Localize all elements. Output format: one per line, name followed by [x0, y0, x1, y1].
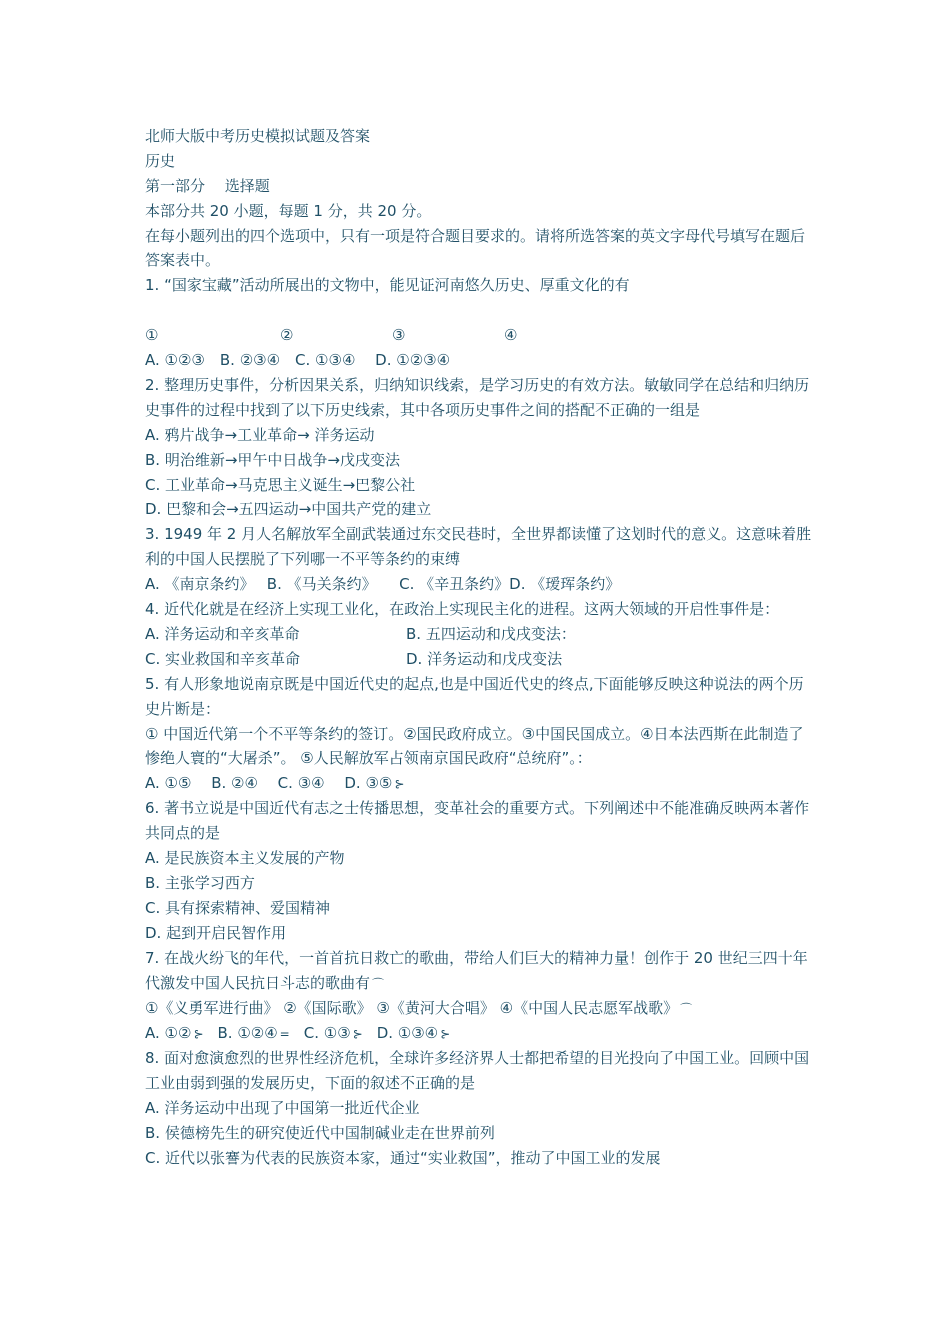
q1-image-labels: [145, 323, 815, 348]
q8-option-c: C. 近代以张謇为代表的民族资本家，通过“实业救国”，推动了中国工业的发展: [145, 1148, 661, 1167]
q1-label-2: ②: [280, 326, 294, 345]
question-3: 3. 1949 年 2 月人名解放军全副武装通过东交民巷时，全世界都读懂了这划时代的意义。这意味着胜利的中国人民摆脱了下列哪一不平等条约的束缚: [145, 525, 812, 569]
q4-option-a: A. 洋务运动和辛亥革命: [145, 624, 300, 643]
q7-stem: 7. 在战火纷飞的年代，一首首抗日救亡的歌曲，带给人们巨大的精神力量！创作于 20 世纪三四十年代激发中国人民抗日斗志的歌曲有: [145, 948, 808, 992]
stray-mark-glyph: ⌒: [372, 976, 384, 991]
q4-option-c: C. 实业救国和辛亥革命: [145, 649, 301, 668]
q5-items: ① 中国近代第一个不平等条约的签订。②国民政府成立。③中国民国成立。④日本法西斯在此制造了惨绝人寰的“大屠杀”。 ⑤人民解放军占领南京国民政府“总统府”。：: [145, 724, 804, 768]
q6-option-a: A. 是民族资本主义发展的产物: [145, 849, 345, 868]
q2-option-c: C. 工业革命→马克思主义诞生→巴黎公社: [145, 475, 416, 494]
q7-option-d: D. ①③④: [361, 1024, 439, 1043]
stray-mark-glyph: ⊱: [193, 1027, 203, 1042]
q7-option-b: B. ①②④: [202, 1024, 278, 1043]
q4-options-row-2: [145, 647, 815, 672]
q4-option-d: D. 洋务运动和戊戌变法: [406, 649, 563, 668]
q1-options: A. ①②③ B. ②③④ C. ①③④ D. ①②③④: [145, 351, 451, 370]
question-1: 1. “国家宝藏”活动所展出的文物中，能见证河南悠久历史、厚重文化的有: [145, 276, 630, 295]
q7-option-a: A. ①②: [145, 1024, 192, 1043]
doc-title: 北师大版中考历史模拟试题及答案: [145, 127, 371, 145]
q2-option-d: D. 巴黎和会→五四运动→中国共产党的建立: [145, 500, 432, 519]
intro-line-2: 在每小题列出的四个选项中，只有一项是符合题目要求的。请将所选答案的英文字母代号填写在题后答案表中。: [145, 226, 806, 270]
q6-option-d: D. 起到开启民智作用: [145, 923, 287, 942]
blank-line: [145, 298, 815, 323]
q2-option-a: A. 鸦片战争→工业革命→ 洋务运动: [145, 425, 375, 444]
q1-label-1: ①: [145, 326, 159, 345]
stray-mark-glyph: ⊱: [394, 777, 404, 792]
q2-option-b: B. 明治维新→甲午中日战争→戊戌变法: [145, 450, 400, 469]
question-5: 5. 有人形象地说南京既是中国近代史的起点,也是中国近代史的终点,下面能够反映这种说法的两个历史片断是：: [145, 674, 804, 718]
stray-mark-glyph: ⊱: [352, 1027, 362, 1042]
subject-label: 历史: [145, 151, 176, 170]
intro-line-1: 本部分共 20 小题，每题 1 分，共 20 分。: [145, 201, 432, 220]
q5-options: A. ①⑤ B. ②④ C. ③④ D. ③⑤: [145, 774, 393, 793]
stray-mark-glyph: =: [279, 1027, 289, 1042]
q8-option-a: A. 洋务运动中出现了中国第一批近代企业: [145, 1099, 420, 1117]
document-body: [145, 124, 815, 1171]
stray-mark-glyph: ⌒: [680, 1002, 692, 1017]
q5-options-line: [145, 771, 815, 796]
question-8: 8. 面对愈演愈烈的世界性经济危机，全球许多经济界人士都把希望的目光投向了中国工业。回顾中国工业由弱到强的发展历史，下面的叙述不正确的是: [145, 1049, 810, 1093]
question-2: 2. 整理历史事件，分析因果关系，归纳知识线索，是学习历史的有效方法。敏敏同学在总结和归纳历史事件的过程中找到了以下历史线索，其中各项历史事件之间的搭配不正确的一组是: [145, 375, 810, 419]
q4-options-row-1: [145, 622, 815, 647]
question-6: 6. 著书立说是中国近代有志之士传播思想，变革社会的重要方式。下列阐述中不能准确反映两本著作共同点的是: [145, 799, 810, 843]
q6-option-c: C. 具有探索精神、爱国精神: [145, 898, 331, 917]
q6-option-b: B. 主张学习西方: [145, 873, 255, 892]
q7-option-c: C. ①③: [288, 1024, 351, 1043]
section-heading: 第一部分 选择题: [145, 176, 270, 195]
q7-options-line: [145, 1021, 815, 1046]
question-4: 4. 近代化就是在经济上实现工业化，在政治上实现民主化的进程。这两大领域的开启性事件是：: [145, 600, 780, 619]
q4-option-b: B. 五四运动和戊戌变法：: [406, 624, 576, 643]
q7-items-line: [145, 996, 815, 1021]
q8-option-b: B. 侯德榜先生的研究使近代中国制碱业走在世界前列: [145, 1123, 495, 1142]
q1-label-3: ③: [392, 326, 406, 345]
q7-items: ①《义勇军进行曲》 ②《国际歌》 ③《黄河大合唱》 ④《中国人民志愿军战歌》: [145, 999, 679, 1018]
stray-mark-glyph: ⊱: [440, 1027, 450, 1042]
question-7: [145, 946, 815, 997]
q1-label-4: ④: [504, 326, 518, 345]
q3-options: A. 《南京条约》 B. 《马关条约》 C. 《辛丑条约》D. 《瑷珲条约》: [145, 575, 621, 594]
